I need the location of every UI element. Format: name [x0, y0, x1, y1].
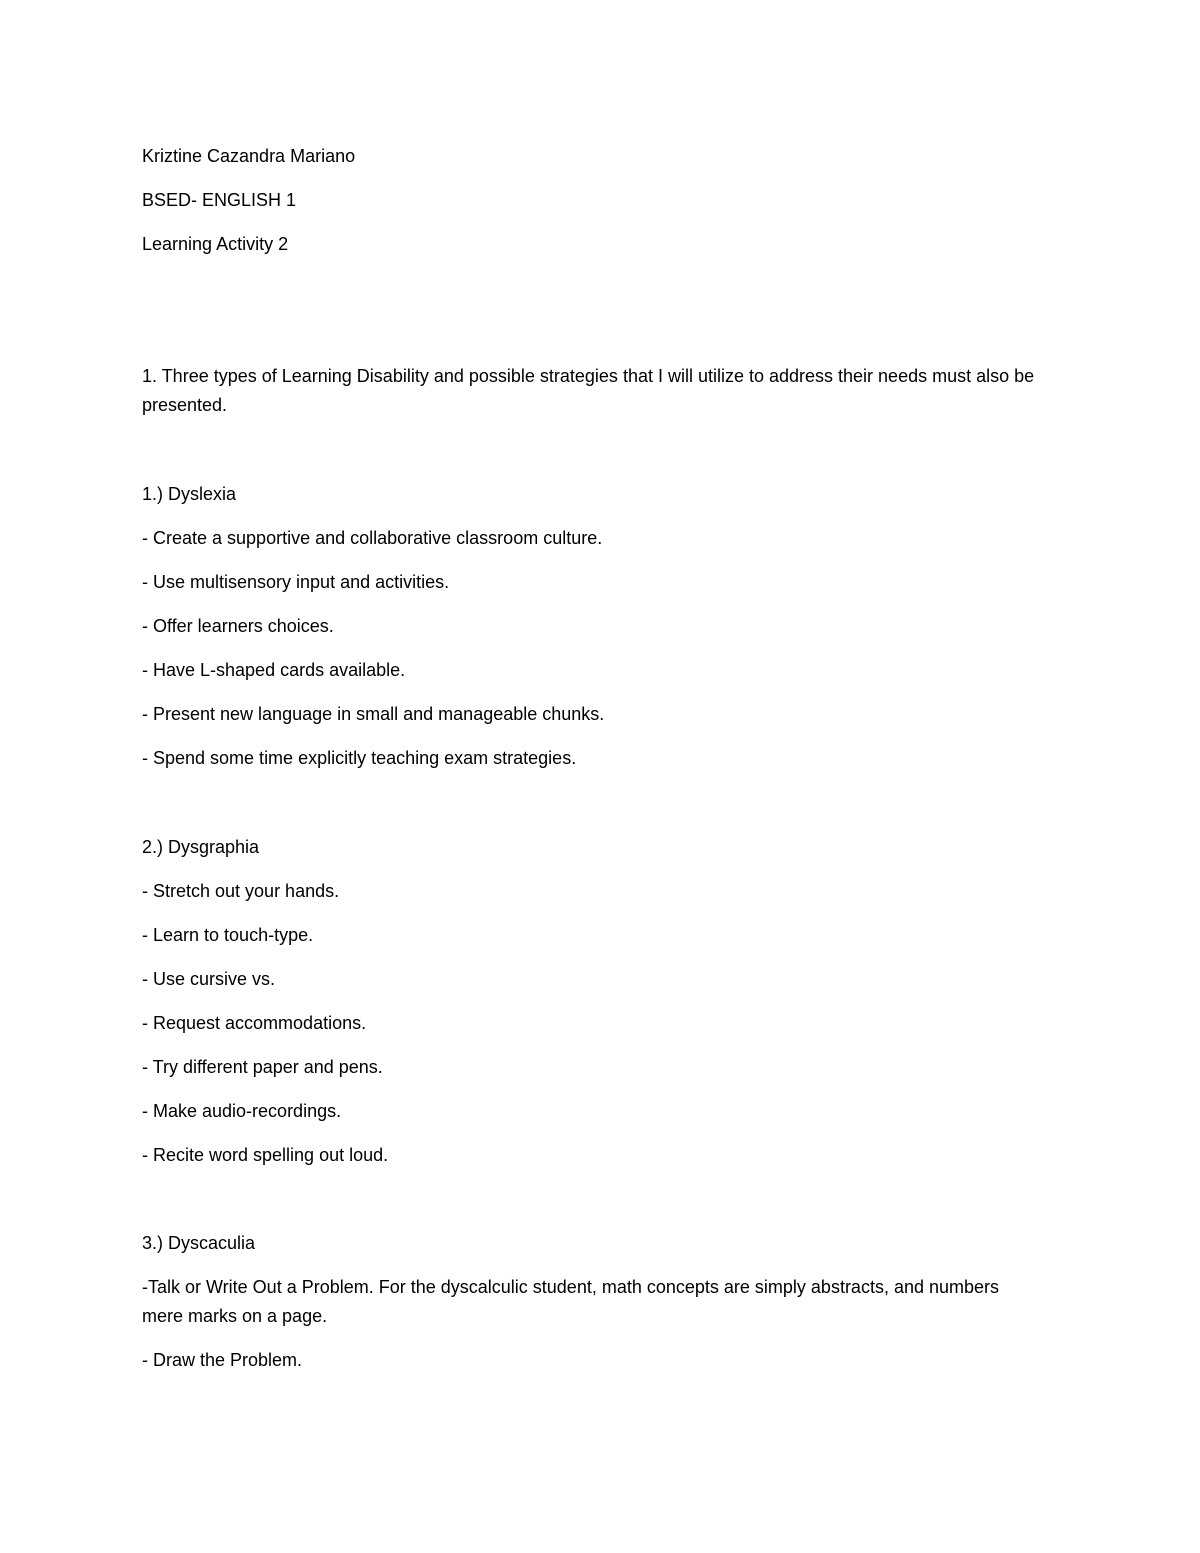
list-item: - Create a supportive and collaborative classroom culture. — [142, 528, 603, 548]
question-text: 1. Three types of Learning Disability and possible strategies that I will utilize to address their needs must also be presented. — [142, 366, 1035, 415]
list-item: - Spend some time explicitly teaching exam strategies. — [142, 748, 577, 768]
list-item: - Draw the Problem. — [142, 1350, 303, 1370]
list-item: - Request accommodations. — [142, 1013, 367, 1033]
list-item: - Make audio-recordings. — [142, 1101, 342, 1121]
list-item: -Talk or Write Out a Problem. For the dyscalculic student, math concepts are simply abstracts, and numbers mere marks on a page. — [142, 1277, 1000, 1326]
course-label: BSED- ENGLISH 1 — [142, 190, 297, 210]
list-item: - Learn to touch-type. — [142, 925, 314, 945]
section-title-dyscaculia: 3.) Dyscaculia — [142, 1233, 256, 1253]
activity-title: Learning Activity 2 — [142, 234, 289, 254]
section-title-dysgraphia: 2.) Dysgraphia — [142, 837, 260, 857]
list-item: - Have L-shaped cards available. — [142, 660, 406, 680]
list-item: - Try different paper and pens. — [142, 1057, 383, 1077]
list-item: - Offer learners choices. — [142, 616, 334, 636]
list-item: - Recite word spelling out loud. — [142, 1145, 389, 1165]
list-item: - Stretch out your hands. — [142, 881, 340, 901]
list-item: - Use cursive vs. — [142, 969, 276, 989]
list-item: - Present new language in small and manageable chunks. — [142, 704, 605, 724]
list-item: - Use multisensory input and activities. — [142, 572, 450, 592]
section-title-dyslexia: 1.) Dyslexia — [142, 484, 237, 504]
author-name: Kriztine Cazandra Mariano — [142, 146, 356, 166]
